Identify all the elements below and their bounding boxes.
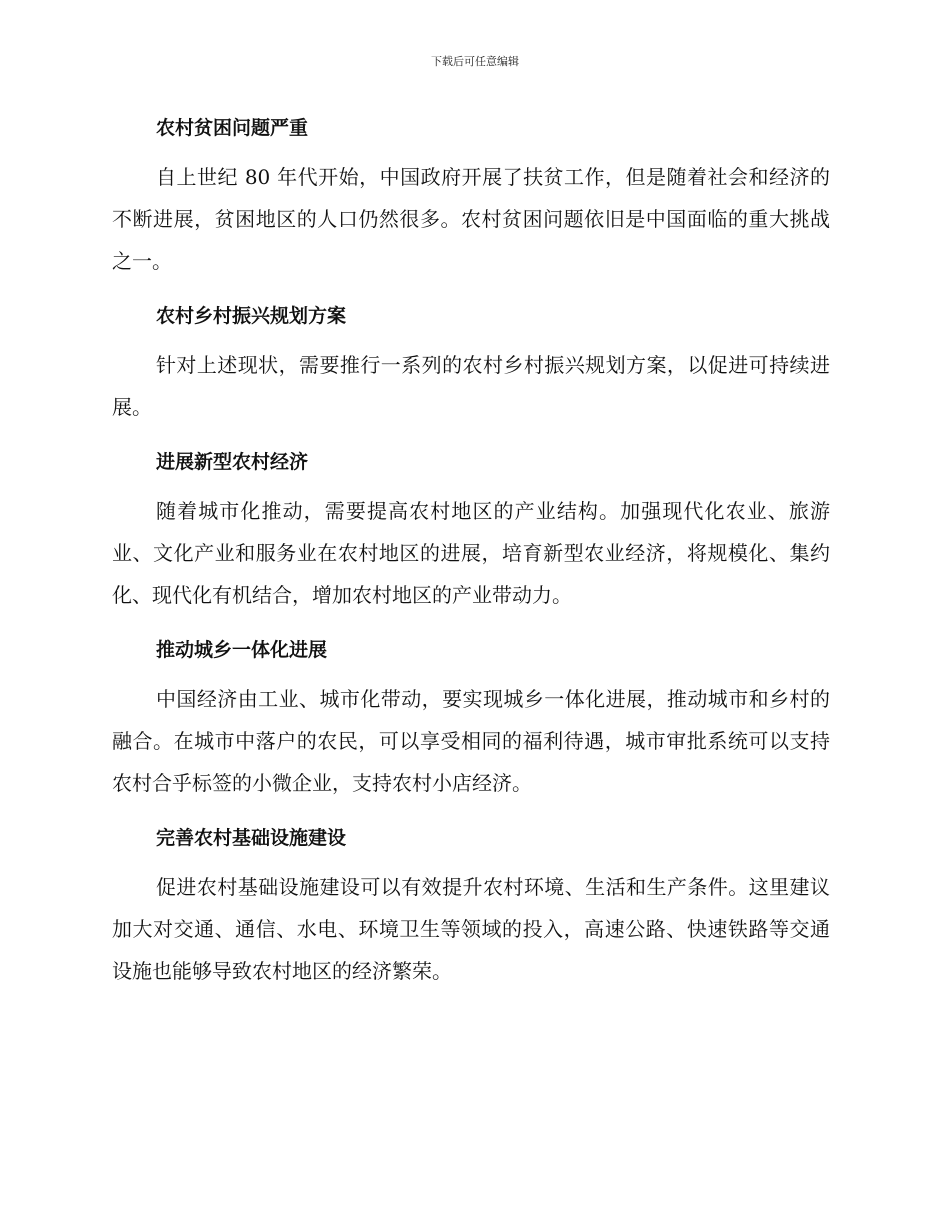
section-paragraph-infrastructure: 促进农村基础设施建设可以有效提升农村环境、生活和生产条件。这里建议加大对交通、通信、水电、环境卫生等领域的投入，高速公路、快速铁路等交通设施也能够导致农村地区的经济繁荣。 [112,875,830,983]
section-paragraph-poverty: 自上世纪 80 年代开始，中国政府开展了扶贫工作，但是随着社会和经济的不断进展，贫困地区的人口仍然很多。农村贫困问题依旧是中国面临的重大挑战之一。 [112,165,830,273]
section-paragraph-new-rural-economy: 随着城市化推动，需要提高农村地区的产业结构。加强现代化农业、旅游业、文化产业和服务业在农村地区的进展，培育新型农业经济，将规模化、集约化、现代化有机结合，增加农村地区的产业带动力。 [112,499,830,607]
section-heading-poverty: 农村贫困问题严重 [156,117,309,139]
section-heading-new-rural-economy: 进展新型农村经济 [156,451,309,473]
section-heading-infrastructure: 完善农村基础设施建设 [156,827,347,849]
page-header: 下载后可任意编辑 [431,55,519,68]
section-heading-revitalization-plan: 农村乡村振兴规划方案 [156,305,347,327]
section-paragraph-revitalization-plan: 针对上述现状，需要推行一系列的农村乡村振兴规划方案，以促进可持续进展。 [112,353,830,419]
section-heading-urban-rural-integration: 推动城乡一体化进展 [156,639,328,661]
document-body [112,108,830,1006]
section-paragraph-urban-rural-integration: 中国经济由工业、城市化带动，要实现城乡一体化进展，推动城市和乡村的融合。在城市中落户的农民，可以享受相同的福利待遇，城市审批系统可以支持农村合乎标签的小微企业，支持农村小店经济。 [112,687,830,795]
